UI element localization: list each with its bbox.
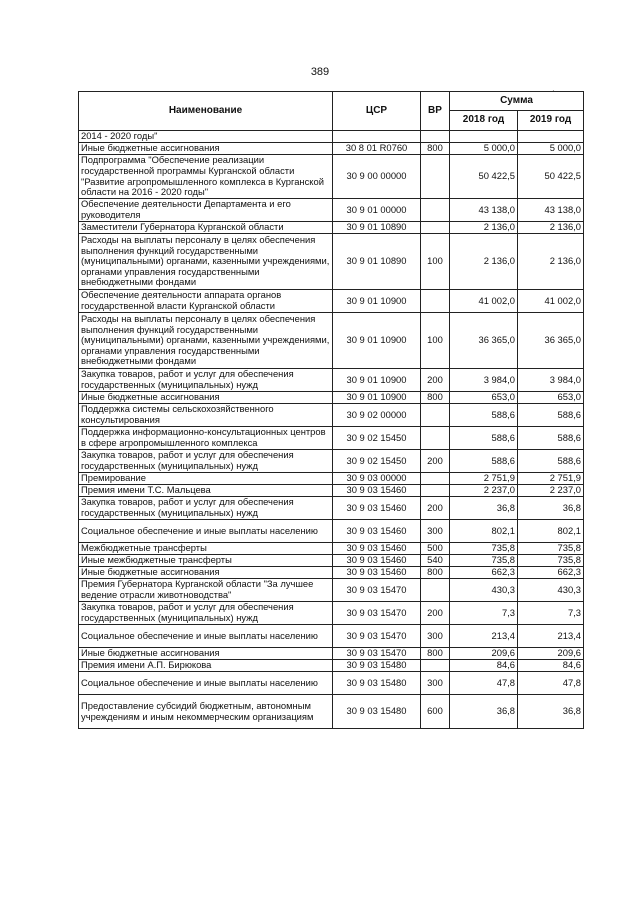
cell-name: Закупка товаров, работ и услуг для обеспечения государственных (муниципальных) нужд <box>79 369 333 392</box>
cell-2019: 430,3 <box>518 579 584 602</box>
scan-mark: · <box>552 86 555 95</box>
cell-vr <box>421 199 450 222</box>
cell-name: Поддержка информационно-консультационных центров в сфере агропромышленного комплекса <box>79 427 333 450</box>
cell-2019: 588,6 <box>518 404 584 427</box>
cell-vr: 200 <box>421 369 450 392</box>
cell-csr: 30 9 01 10900 <box>333 290 421 313</box>
cell-2018: 43 138,0 <box>450 199 518 222</box>
table-row <box>79 485 584 497</box>
cell-2018: 36 365,0 <box>450 313 518 369</box>
cell-csr: 30 9 03 15460 <box>333 497 421 520</box>
cell-2018: 47,8 <box>450 672 518 695</box>
cell-2019: 653,0 <box>518 392 584 404</box>
table-row <box>79 555 584 567</box>
cell-vr: 300 <box>421 672 450 695</box>
cell-name: Закупка товаров, работ и услуг для обеспечения государственных (муниципальных) нужд <box>79 497 333 520</box>
cell-2019: 36 365,0 <box>518 313 584 369</box>
cell-name: Иные бюджетные ассигнования <box>79 143 333 155</box>
cell-2019: 84,6 <box>518 660 584 672</box>
cell-2018: 588,6 <box>450 427 518 450</box>
table-row <box>79 234 584 290</box>
table-row <box>79 567 584 579</box>
cell-2019: 2 136,0 <box>518 222 584 234</box>
cell-2019: 735,8 <box>518 555 584 567</box>
cell-vr: 300 <box>421 520 450 543</box>
cell-vr: 500 <box>421 543 450 555</box>
cell-vr <box>421 485 450 497</box>
cell-2018: 36,8 <box>450 695 518 729</box>
cell-vr: 800 <box>421 143 450 155</box>
cell-vr <box>421 660 450 672</box>
cell-2019 <box>518 131 584 143</box>
table-row <box>79 497 584 520</box>
cell-name: Социальное обеспечение и иные выплаты населению <box>79 672 333 695</box>
cell-2019: 47,8 <box>518 672 584 695</box>
table-row <box>79 648 584 660</box>
cell-vr <box>421 579 450 602</box>
cell-vr: 800 <box>421 567 450 579</box>
cell-2018: 7,3 <box>450 602 518 625</box>
cell-csr: 30 9 03 15470 <box>333 648 421 660</box>
table-header <box>79 92 584 131</box>
cell-2019: 2 136,0 <box>518 234 584 290</box>
cell-2019: 43 138,0 <box>518 199 584 222</box>
cell-csr: 30 9 03 15470 <box>333 579 421 602</box>
header-year-2018: 2018 год <box>450 111 518 131</box>
cell-csr: 30 9 03 15470 <box>333 625 421 648</box>
cell-2018: 2 136,0 <box>450 234 518 290</box>
cell-csr: 30 9 01 10890 <box>333 234 421 290</box>
cell-name: Социальное обеспечение и иные выплаты населению <box>79 625 333 648</box>
cell-vr: 300 <box>421 625 450 648</box>
cell-name: Заместители Губернатора Курганской области <box>79 222 333 234</box>
cell-csr: 30 9 01 10890 <box>333 222 421 234</box>
table-row <box>79 450 584 473</box>
table-row <box>79 131 584 143</box>
cell-2019: 2 751,9 <box>518 473 584 485</box>
cell-2018: 588,6 <box>450 450 518 473</box>
cell-2018: 50 422,5 <box>450 155 518 199</box>
cell-name: Социальное обеспечение и иные выплаты населению <box>79 520 333 543</box>
table-row <box>79 602 584 625</box>
cell-csr: 30 9 03 15460 <box>333 485 421 497</box>
cell-csr: 30 9 03 15480 <box>333 672 421 695</box>
table-row <box>79 520 584 543</box>
cell-name: Поддержка системы сельскохозяйственного консультирования <box>79 404 333 427</box>
cell-csr <box>333 131 421 143</box>
header-sum: Сумма <box>450 92 584 111</box>
cell-vr: 100 <box>421 313 450 369</box>
cell-name: Предоставление субсидий бюджетным, автономным учреждениям и иным некоммерческим организациям <box>79 695 333 729</box>
table-row <box>79 369 584 392</box>
cell-2018: 209,6 <box>450 648 518 660</box>
cell-2019: 7,3 <box>518 602 584 625</box>
cell-csr: 30 9 01 00000 <box>333 199 421 222</box>
table-row <box>79 625 584 648</box>
cell-name: Закупка товаров, работ и услуг для обеспечения государственных (муниципальных) нужд <box>79 602 333 625</box>
cell-vr: 800 <box>421 648 450 660</box>
cell-2019: 3 984,0 <box>518 369 584 392</box>
cell-name: Иные бюджетные ассигнования <box>79 567 333 579</box>
cell-csr: 30 9 00 00000 <box>333 155 421 199</box>
header-csr: ЦСР <box>333 92 421 131</box>
cell-2018: 588,6 <box>450 404 518 427</box>
cell-2018: 735,8 <box>450 555 518 567</box>
cell-2019: 588,6 <box>518 450 584 473</box>
cell-2018: 36,8 <box>450 497 518 520</box>
cell-vr <box>421 131 450 143</box>
cell-name: Подпрограмма "Обеспечение реализации государственной программы Курганской области "Развитие агропромышленного комплекса в Курганской области на 2016 - 2020 годы" <box>79 155 333 199</box>
table-row <box>79 155 584 199</box>
cell-2019: 2 237,0 <box>518 485 584 497</box>
cell-name: Межбюджетные трансферты <box>79 543 333 555</box>
cell-csr: 30 9 03 15480 <box>333 660 421 672</box>
cell-vr <box>421 404 450 427</box>
table-row <box>79 672 584 695</box>
cell-2018: 2 136,0 <box>450 222 518 234</box>
cell-name: 2014 - 2020 годы" <box>79 131 333 143</box>
cell-2018: 3 984,0 <box>450 369 518 392</box>
table-row <box>79 392 584 404</box>
cell-2019: 802,1 <box>518 520 584 543</box>
cell-2018: 802,1 <box>450 520 518 543</box>
cell-2018: 430,3 <box>450 579 518 602</box>
cell-name: Обеспечение деятельности Департамента и его руководителя <box>79 199 333 222</box>
cell-2019: 662,3 <box>518 567 584 579</box>
cell-2019: 5 000,0 <box>518 143 584 155</box>
cell-2018: 213,4 <box>450 625 518 648</box>
cell-vr <box>421 222 450 234</box>
cell-vr <box>421 427 450 450</box>
cell-csr: 30 9 01 10900 <box>333 392 421 404</box>
page-number: 389 <box>310 66 330 78</box>
cell-2018: 84,6 <box>450 660 518 672</box>
cell-2018: 653,0 <box>450 392 518 404</box>
cell-2019: 735,8 <box>518 543 584 555</box>
cell-name: Премия Губернатора Курганской области "За лучшее ведение отрасли животноводства" <box>79 579 333 602</box>
cell-csr: 30 9 03 15470 <box>333 602 421 625</box>
budget-table <box>78 91 584 729</box>
table-row <box>79 143 584 155</box>
cell-csr: 30 9 02 15450 <box>333 427 421 450</box>
cell-vr: 200 <box>421 602 450 625</box>
cell-name: Иные бюджетные ассигнования <box>79 392 333 404</box>
cell-name: Обеспечение деятельности аппарата органов государственной власти Курганской области <box>79 290 333 313</box>
table-row <box>79 222 584 234</box>
cell-csr: 30 9 03 15460 <box>333 555 421 567</box>
cell-2018: 662,3 <box>450 567 518 579</box>
cell-2018: 2 751,9 <box>450 473 518 485</box>
cell-name: Иные бюджетные ассигнования <box>79 648 333 660</box>
cell-name: Премирование <box>79 473 333 485</box>
cell-2019: 588,6 <box>518 427 584 450</box>
cell-2018: 2 237,0 <box>450 485 518 497</box>
cell-2019: 213,4 <box>518 625 584 648</box>
cell-name: Расходы на выплаты персоналу в целях обеспечения выполнения функций государственными (муниципальными) органами, казенными учреждениями, органами управления государственными внебюджетными фондами <box>79 313 333 369</box>
table-row <box>79 404 584 427</box>
table-row <box>79 427 584 450</box>
table-row <box>79 290 584 313</box>
table-row <box>79 695 584 729</box>
header-vr: ВР <box>421 92 450 131</box>
cell-vr <box>421 155 450 199</box>
cell-2019: 41 002,0 <box>518 290 584 313</box>
cell-2019: 50 422,5 <box>518 155 584 199</box>
cell-vr: 800 <box>421 392 450 404</box>
cell-vr: 200 <box>421 497 450 520</box>
cell-2019: 209,6 <box>518 648 584 660</box>
cell-csr: 30 9 01 10900 <box>333 369 421 392</box>
cell-csr: 30 9 03 15460 <box>333 520 421 543</box>
table-row <box>79 579 584 602</box>
header-year-2019: 2019 год <box>518 111 584 131</box>
cell-vr: 600 <box>421 695 450 729</box>
cell-csr: 30 8 01 R0760 <box>333 143 421 155</box>
cell-2018: 735,8 <box>450 543 518 555</box>
cell-csr: 30 9 03 15460 <box>333 567 421 579</box>
cell-csr: 30 9 01 10900 <box>333 313 421 369</box>
cell-2018: 5 000,0 <box>450 143 518 155</box>
cell-vr <box>421 473 450 485</box>
cell-vr: 100 <box>421 234 450 290</box>
table-row <box>79 543 584 555</box>
cell-name: Иные межбюджетные трансферты <box>79 555 333 567</box>
cell-2018: 41 002,0 <box>450 290 518 313</box>
cell-2019: 36,8 <box>518 695 584 729</box>
cell-vr <box>421 290 450 313</box>
cell-csr: 30 9 03 00000 <box>333 473 421 485</box>
cell-vr: 540 <box>421 555 450 567</box>
cell-csr: 30 9 03 15460 <box>333 543 421 555</box>
cell-2018 <box>450 131 518 143</box>
cell-name: Закупка товаров, работ и услуг для обеспечения государственных (муниципальных) нужд <box>79 450 333 473</box>
cell-2019: 36,8 <box>518 497 584 520</box>
cell-name: Расходы на выплаты персоналу в целях обеспечения выполнения функций государственными (муниципальными) органами, казенными учреждениями, органами управления государственными внебюджетными фондами <box>79 234 333 290</box>
table-body <box>79 131 584 729</box>
table-row <box>79 473 584 485</box>
cell-name: Премия имени Т.С. Мальцева <box>79 485 333 497</box>
cell-csr: 30 9 02 00000 <box>333 404 421 427</box>
cell-vr: 200 <box>421 450 450 473</box>
table-row <box>79 313 584 369</box>
header-name: Наименование <box>79 92 333 131</box>
cell-name: Премия имени А.П. Бирюкова <box>79 660 333 672</box>
cell-csr: 30 9 03 15480 <box>333 695 421 729</box>
cell-csr: 30 9 02 15450 <box>333 450 421 473</box>
table-row <box>79 660 584 672</box>
table-row <box>79 199 584 222</box>
